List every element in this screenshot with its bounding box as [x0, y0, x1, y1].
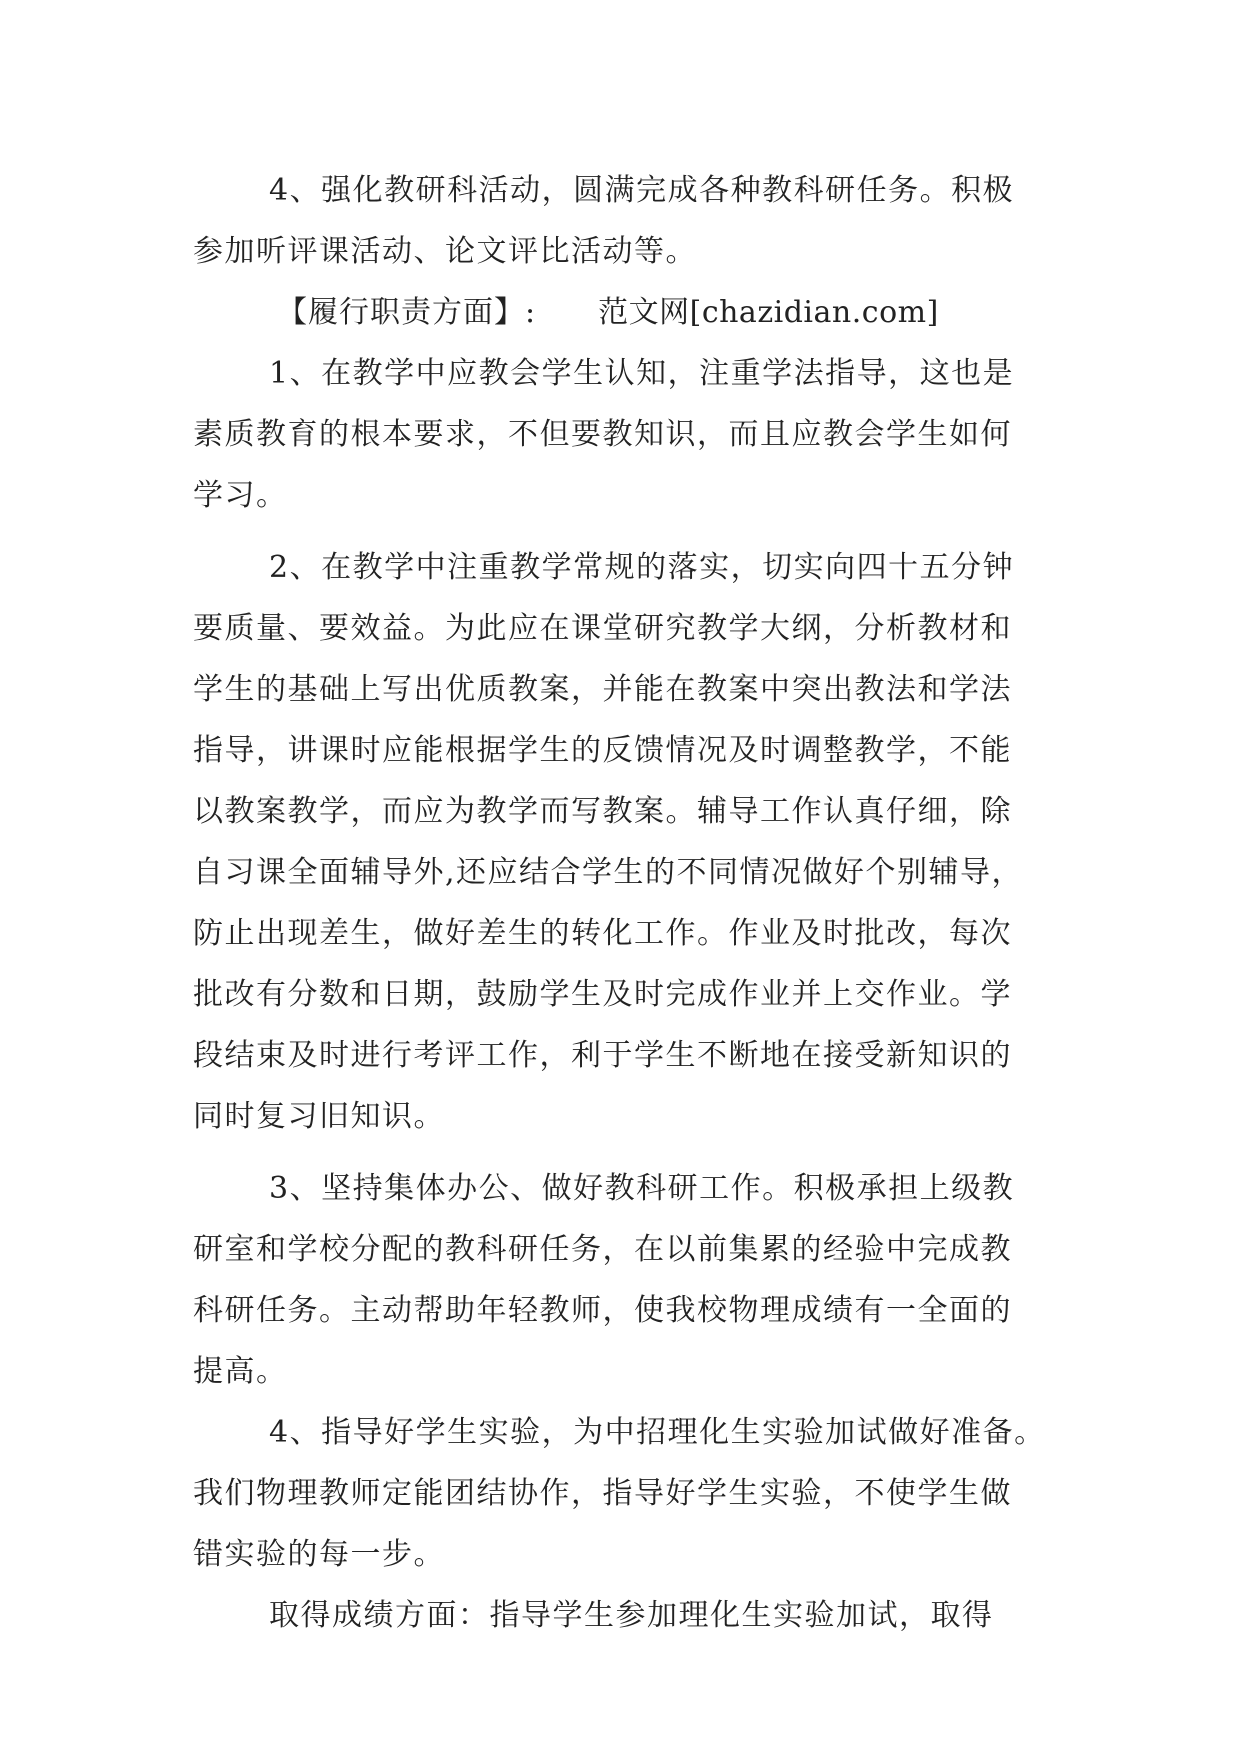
paragraph-teaching-research — [193, 160, 1049, 282]
text-line: 同时复习旧知识。 — [193, 1099, 445, 1134]
document-body — [193, 160, 1049, 1646]
text-line: 3、坚持集体办公、做好教科研工作。积极承担上级教 — [269, 1171, 1015, 1206]
heading-line — [193, 282, 1049, 343]
paragraph-duty-2 — [193, 537, 1049, 1147]
site-watermark-text: 范文网[chazidian.com] — [598, 295, 939, 330]
text-line: 我们物理教师定能团结协作，指导好学生实验，不使学生做 — [193, 1476, 1012, 1511]
text-line: 取得成绩方面：指导学生参加理化生实验加试，取得 — [269, 1598, 994, 1633]
paragraph-duty-1 — [193, 343, 1049, 526]
text-line: 错实验的每一步。 — [193, 1537, 445, 1572]
text-line: 4、指导好学生实验，为中招理化生实验加试做好准备。 — [269, 1415, 1046, 1450]
text-line: 4、强化教研科活动，圆满完成各种教科研任务。积极 — [269, 173, 1015, 208]
text-line: 素质教育的根本要求，不但要教知识，而且应教会学生如何 — [193, 417, 1012, 452]
section-heading: 【履行职责方面】: — [277, 295, 537, 330]
text-line: 2、在教学中注重教学常规的落实，切实向四十五分钟 — [269, 550, 1015, 585]
text-line: 段结束及时进行考评工作，利于学生不断地在接受新知识的 — [193, 1038, 1012, 1073]
text-line: 学习。 — [193, 478, 288, 513]
text-line: 以教案教学，而应为教学而写教案。辅导工作认真仔细，除 — [193, 794, 1012, 829]
duties-heading-line — [193, 282, 1049, 343]
text-line: 参加听评课活动、论文评比活动等。 — [193, 234, 697, 269]
text-line: 要质量、要效益。为此应在课堂研究教学大纲，分析教材和 — [193, 611, 1012, 646]
text-line: 科研任务。主动帮助年轻教师，使我校物理成绩有一全面的 — [193, 1293, 1012, 1328]
text-line: 自习课全面辅导外,还应结合学生的不同情况做好个别辅导， — [193, 855, 1024, 890]
text-line: 学生的基础上写出优质教案，并能在教案中突出教法和学法 — [193, 672, 1012, 707]
paragraph-achievements — [193, 1585, 1049, 1646]
paragraph-duty-4 — [193, 1402, 1049, 1585]
text-line: 防止出现差生，做好差生的转化工作。作业及时批改，每次 — [193, 916, 1012, 951]
text-line: 研室和学校分配的教科研任务，在以前集累的经验中完成教 — [193, 1232, 1012, 1267]
text-line: 提高。 — [193, 1354, 288, 1389]
text-line: 批改有分数和日期，鼓励学生及时完成作业并上交作业。学 — [193, 977, 1012, 1012]
text-line: 指导，讲课时应能根据学生的反馈情况及时调整教学，不能 — [193, 733, 1012, 768]
paragraph-duty-3 — [193, 1158, 1049, 1402]
text-line: 1、在教学中应教会学生认知，注重学法指导，这也是 — [269, 356, 1015, 391]
